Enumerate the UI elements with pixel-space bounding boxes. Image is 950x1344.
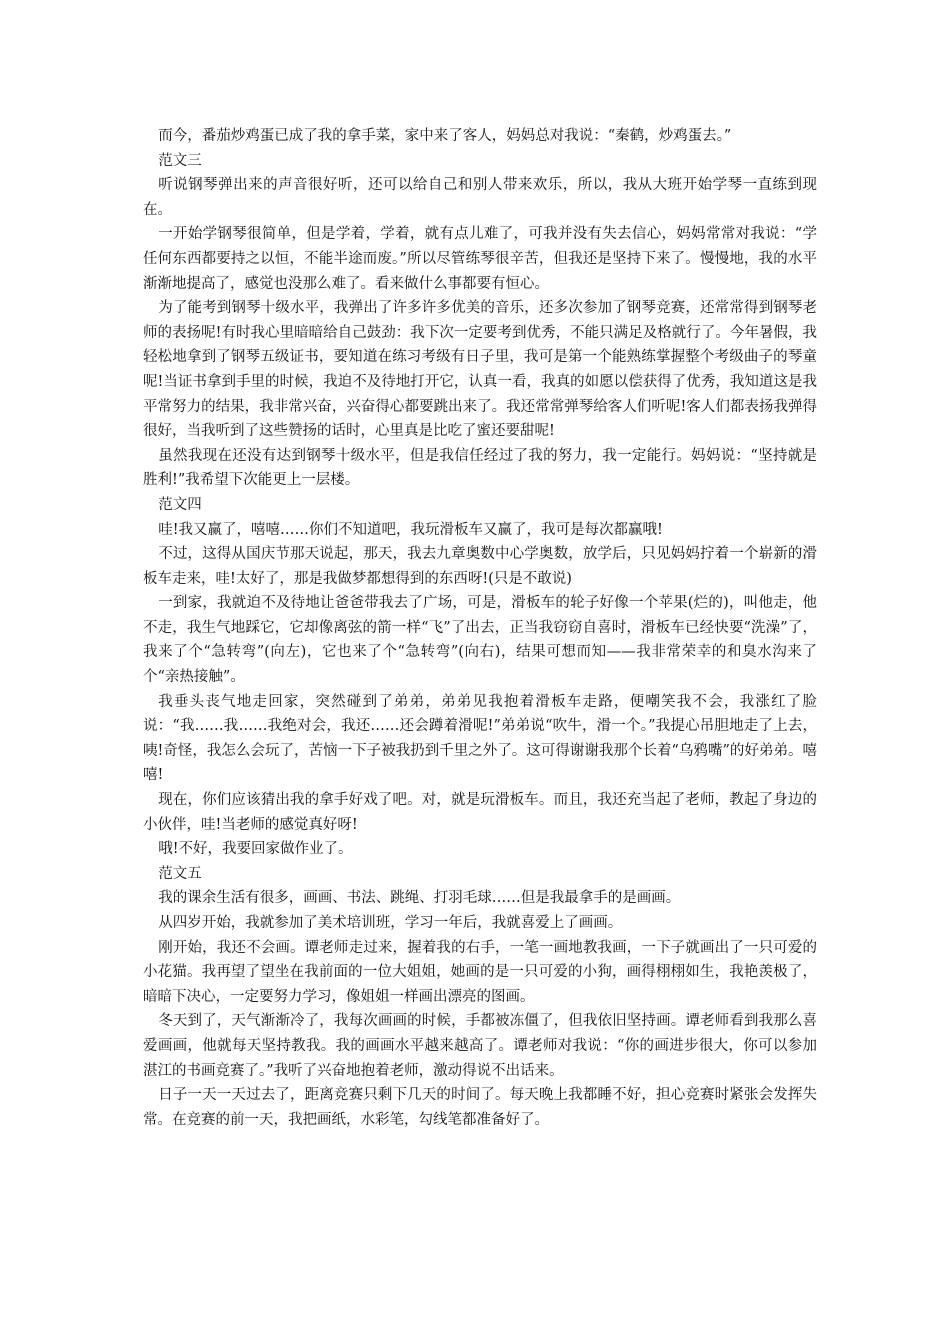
section-heading-4: 范文四	[158, 496, 202, 513]
paragraph: 现在，你们应该猜出我的拿手好戏了吧。对，就是玩滑板车。而且，我还充当起了老师，教起了身边的小伙伴，哇!当老师的感觉真好呀!	[143, 792, 817, 833]
paragraph: 冬天到了，天气渐渐冷了，我每次画画的时候，手都被冻僵了，但我依旧坚持画。谭老师看到我那么喜爱画画，他就每天坚持教我。我的画画水平越来越高了。谭老师对我说：“你的画进步很大，你可以参加湛江的书画竞赛了。”我听了兴奋地抱着老师，激动得说不出话来。	[143, 1013, 817, 1079]
paragraph-intro: 而今，番茄炒鸡蛋已成了我的拿手菜，家中来了客人，妈妈总对我说：“秦鹤，炒鸡蛋去。”	[158, 128, 732, 144]
paragraph: 为了能考到钢琴十级水平，我弹出了许多许多优美的音乐，还多次参加了钢琴竞赛，还常常得到钢琴老师的表扬呢!有时我心里暗暗给自己鼓劲：我下次一定要考到优秀，不能只满足及格就行了。今年暑假，我轻松地拿到了钢琴五级证书，要知道在练习考级有日子里，我可是第一个能熟练掌握整个考级曲子的琴童呢!当证书拿到手里的时候，我迫不及待地打开它，认真一看，我真的如愿以偿获得了优秀，我知道这是我平常努力的结果，我非常兴奋，兴奋得心都要跳出来了。我还常常弹琴给客人们听呢!客人们都表扬我弹得很好，当我听到了这些赞扬的话时，心里真是比吃了蜜还要甜呢!	[143, 300, 817, 440]
paragraph: 哇!我又赢了，嘻嘻……你们不知道吧，我玩滑板车又赢了，我可是每次都赢哦!	[158, 521, 663, 538]
paragraph: 我的课余生活有很多，画画、书法、跳绳、打羽毛球……但是我最拿手的是画画。	[158, 890, 681, 907]
document-body	[143, 124, 817, 1132]
paragraph: 日子一天一天过去了，距离竞赛只剩下几天的时间了。每天晚上我都睡不好，担心竞赛时紧张会发挥失常。在竞赛的前一天，我把画纸，水彩笔，勾线笔都准备好了。	[143, 1087, 817, 1128]
paragraph: 刚开始，我还不会画。谭老师走过来，握着我的右手，一笔一画地教我画，一下子就画出了一只可爱的小花猫。我再望了望坐在我前面的一位大姐姐，她画的是一只可爱的小狗，画得栩栩如生，我艳羡极了，暗暗下决心，一定要努力学习，像姐姐一样画出漂亮的图画。	[143, 939, 817, 1005]
paragraph: 一到家，我就迫不及待地让爸爸带我去了广场，可是，滑板车的轮子好像一个苹果(烂的)，叫他走，他不走，我生气地踩它，它却像离弦的箭一样“飞”了出去，正当我窃窃自喜时，滑板车已经快要“洗澡”了，我来了个“急转弯”(向左)，它也来了个“急转弯”(向右)，结果可想而知——我非常荣幸的和臭水沟来了个“亲热接触”。	[143, 595, 817, 686]
paragraph: 我垂头丧气地走回家，突然碰到了弟弟，弟弟见我抱着滑板车走路，便嘲笑我不会，我涨红了脸说：“我……我……我绝对会，我还……还会蹲着滑呢!”弟弟说“吹牛，滑一个。”我提心吊胆地走了上去，咦!奇怪，我怎么会玩了，苦恼一下子被我扔到千里之外了。这可得谢谢我那个长着“乌鸦嘴”的好弟弟。嘻嘻!	[143, 693, 817, 784]
section-heading-5: 范文五	[158, 865, 202, 882]
paragraph: 哦!不好，我要回家做作业了。	[158, 841, 353, 858]
paragraph: 一开始学钢琴很简单，但是学着，学着，就有点儿难了，可我并没有失去信心，妈妈常常对我说：“学任何东西都要持之以恒，不能半途而废。”所以尽管练琴很辛苦，但我还是坚持下来了。慢慢地，我的水平渐渐地提高了，感觉也没那么难了。看来做什么事都要有恒心。	[143, 226, 817, 292]
paragraph: 听说钢琴弹出来的声音很好听，还可以给自己和别人带来欢乐，所以，我从大班开始学琴一直练到现在。	[143, 177, 817, 218]
section-heading-3: 范文三	[158, 152, 202, 169]
paragraph: 不过，这得从国庆节那天说起，那天，我去九章奥数中心学奥数，放学后，只见妈妈拧着一个崭新的滑板车走来，哇!太好了，那是我做梦都想得到的东西呀!(只是不敢说)	[143, 546, 817, 587]
paragraph: 虽然我现在还没有达到钢琴十级水平，但是我信任经过了我的努力，我一定能行。妈妈说：“坚持就是胜利!”我希望下次能更上一层楼。	[143, 447, 817, 489]
paragraph: 从四岁开始，我就参加了美术培训班，学习一年后，我就喜爱上了画画。	[158, 915, 623, 931]
